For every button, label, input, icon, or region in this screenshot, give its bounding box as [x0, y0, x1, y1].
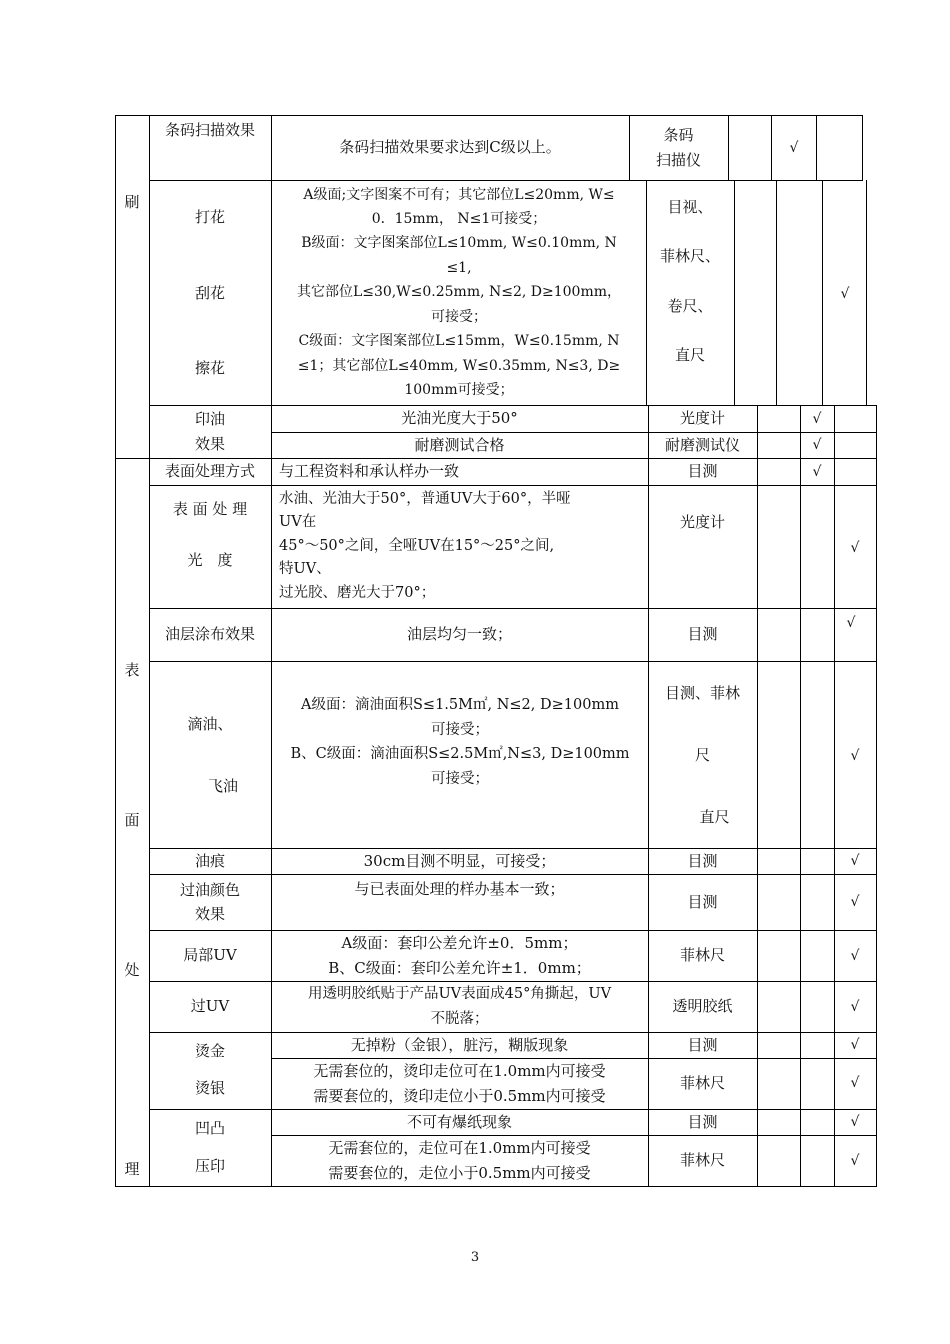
- standard-line: 无需套位的，走位可在1.0mm内可接受: [328, 1139, 591, 1157]
- standard-text: 条码扫描效果要求达到C级以上。: [339, 138, 561, 157]
- section-char: 刷: [124, 192, 140, 211]
- tool-ink-wear: [648, 432, 757, 458]
- tool-ink-gloss: [648, 405, 757, 432]
- item-label: 打花: [194, 207, 225, 226]
- check-mark: √: [850, 748, 860, 764]
- standard-partial-uv: [271, 930, 648, 981]
- tool-emboss-1: [648, 1109, 757, 1135]
- item-drip-1: [149, 712, 271, 736]
- item-label: 飞油: [207, 776, 238, 795]
- item-gloss-2: [149, 548, 271, 572]
- tool-drip-2: [648, 743, 757, 767]
- check-mark: √: [850, 894, 860, 910]
- check-mark: √: [846, 615, 856, 631]
- section-label-print: [115, 190, 149, 214]
- item-label: 油痕: [194, 851, 225, 870]
- check-mark: √: [850, 1114, 860, 1130]
- tool-text: 菲林尺: [679, 1074, 725, 1093]
- tool-oil-color: [648, 874, 757, 930]
- item-label: 效果: [194, 905, 225, 923]
- standard-line: 100mm可接受；: [404, 381, 514, 398]
- item-label: 烫银: [194, 1078, 225, 1097]
- item-method: [149, 458, 271, 485]
- standard-defects: [272, 181, 646, 404]
- tool-emboss-2: [648, 1135, 757, 1186]
- item-label: 滴油、: [187, 714, 233, 733]
- item-emboss-1: [149, 1116, 271, 1140]
- standard-text: 无掉粉（金银），脏污，糊版现象: [350, 1035, 569, 1054]
- item-label: 表 面 处 理: [172, 499, 248, 518]
- tool-uv: [648, 981, 757, 1032]
- standard-line: ≤1；其它部位L≤40mm, W≤0.35mm, N≤3, D≥: [297, 357, 621, 374]
- standard-stamping-2: [271, 1058, 648, 1109]
- standard-line: 水油、光油大于50°，普通UV大于60°，半哑: [279, 490, 571, 507]
- tool-drip-3: [660, 805, 769, 829]
- tool-defects-4: [646, 343, 734, 367]
- standard-drip: [272, 692, 648, 792]
- tool-text: 菲林尺: [679, 1151, 725, 1170]
- standard-line: B级面：文字图案部位L≤10mm, W≤0.10mm, N: [301, 235, 617, 252]
- item-label: 凹凸: [194, 1118, 225, 1137]
- check-mark: √: [812, 411, 822, 427]
- standard-line: A级面：套印公差允许±0．5mm；: [341, 934, 578, 952]
- standard-line: A级面;文字图案不可有；其它部位L≤20mm, W≤: [303, 186, 615, 203]
- tool-text: 扫描仪: [655, 150, 701, 169]
- standard-method: [275, 458, 648, 485]
- tool-barcode: [629, 115, 728, 180]
- standard-text: 耐磨测试合格: [414, 435, 505, 454]
- item-defect-2: [149, 281, 271, 305]
- item-label: 过油颜色: [179, 880, 240, 899]
- section-label-surface-4: [115, 1157, 149, 1181]
- standard-text: 不可有爆纸现象: [406, 1112, 512, 1131]
- tool-method: [648, 458, 757, 485]
- item-defect-1: [149, 205, 271, 229]
- item-label: 擦花: [194, 358, 225, 377]
- standard-ink-wear: [271, 432, 648, 458]
- standard-emboss-2: [271, 1135, 648, 1186]
- section-label-surface-2: [115, 808, 149, 832]
- tool-text: 目测: [687, 851, 718, 870]
- tool-text: 光度计: [679, 512, 725, 531]
- tool-text: 光度计: [679, 409, 725, 428]
- tool-coating: [648, 608, 757, 661]
- tool-defects-2: [646, 244, 734, 268]
- item-label: 刮花: [194, 283, 225, 302]
- standard-gloss: [275, 486, 648, 607]
- tool-text: 耐磨测试仪: [664, 435, 740, 454]
- section-char: 理: [124, 1159, 140, 1178]
- standard-line: B、C级面：滴油面积S≤2.5M㎡,N≤3, D≥100mm: [290, 746, 630, 762]
- standard-line: 用透明胶纸贴于产品UV表面成45°角撕起，UV: [307, 986, 612, 1002]
- check-mark: √: [850, 1037, 860, 1053]
- tool-text: 目测: [687, 1035, 718, 1054]
- standard-oil-color: [271, 876, 648, 902]
- item-barcode: [149, 115, 271, 145]
- standard-line: 不脱落；: [430, 1010, 489, 1027]
- item-ink: [149, 405, 271, 458]
- check-mark: √: [840, 286, 850, 302]
- tool-partial-uv: [648, 930, 757, 981]
- item-label: 效果: [194, 434, 225, 453]
- section-label-surface-3: [115, 958, 149, 982]
- standard-text: 与工程资料和承认样办一致: [279, 462, 460, 481]
- standard-uv: [271, 981, 648, 1032]
- standard-text: 油层均匀一致；: [406, 625, 512, 644]
- standard-line: C级面：文字图案部位L≤15mm，W≤0.15mm, N: [298, 333, 620, 350]
- item-label: 烫金: [194, 1041, 225, 1060]
- item-stamping-2: [149, 1076, 271, 1100]
- check-mark: √: [850, 1153, 860, 1169]
- tool-text: 条码: [663, 126, 694, 144]
- standard-line: A级面：滴油面积S≤1.5M㎡, N≤2, D≥100mm: [301, 697, 619, 713]
- item-label: 局部UV: [183, 946, 237, 965]
- tool-stamping-2: [648, 1058, 757, 1109]
- check-mark: √: [850, 853, 860, 869]
- standard-line: 需要套位的，烫印走位小于0.5mm内可接受: [313, 1086, 606, 1105]
- standard-ink-gloss: [271, 405, 648, 432]
- tool-text: 菲林尺、: [659, 246, 720, 265]
- standard-stamping-1: [271, 1032, 648, 1058]
- tool-text: 目视、: [667, 197, 713, 216]
- tool-gloss: [648, 510, 757, 534]
- tool-text: 目测、菲林: [664, 683, 740, 702]
- tool-drip-1: [648, 681, 757, 705]
- tool-text: 直尺: [699, 807, 730, 826]
- tool-text: 菲林尺: [679, 946, 725, 965]
- standard-line: 可接受；: [431, 770, 489, 787]
- tool-text: 目测: [687, 1112, 718, 1131]
- item-label: 压印: [194, 1156, 225, 1175]
- item-label: 表面处理方式: [164, 462, 255, 481]
- standard-line: 0．15mm， N≤1可接受；: [371, 211, 547, 228]
- tool-defects-1: [646, 195, 734, 219]
- standard-text: 30cm目测不明显，可接受；: [363, 851, 556, 870]
- section-char: 表: [124, 660, 140, 679]
- tool-trace: [648, 848, 757, 874]
- standard-line: 其它部位L≤30,W≤0.25mm, N≤2, D≥100mm，: [296, 284, 622, 301]
- standard-line: 可接受；: [431, 721, 489, 738]
- standard-line: 需要套位的，走位小于0.5mm内可接受: [328, 1163, 591, 1182]
- item-label: 条码扫描效果: [164, 120, 255, 139]
- check-mark: √: [789, 140, 799, 156]
- tool-text: 直尺: [674, 345, 705, 364]
- section-char: 处: [124, 960, 140, 979]
- standard-line: 可接受；: [431, 308, 487, 325]
- item-emboss-2: [149, 1154, 271, 1178]
- check-mark: √: [812, 464, 822, 480]
- standard-coating: [271, 608, 648, 661]
- tool-text: 目测: [687, 625, 718, 644]
- tool-text: 卷尺、: [667, 296, 713, 315]
- tool-stamping-1: [648, 1032, 757, 1058]
- item-label: 印油: [194, 410, 225, 428]
- item-label: 油层涂布效果: [164, 625, 255, 644]
- standard-trace: [271, 848, 648, 874]
- tool-text: 尺: [694, 745, 710, 764]
- page-number: 3: [470, 1250, 480, 1265]
- standard-line: 过光胶、磨光大于70°；: [279, 584, 436, 601]
- standard-text: 与已表面处理的样办基本一致；: [354, 879, 565, 898]
- standard-line: B、C级面：套印公差允许±1．0mm；: [328, 958, 591, 977]
- item-partial-uv: [149, 930, 271, 981]
- item-drip-2: [162, 774, 284, 798]
- check-mark: √: [850, 999, 860, 1015]
- standard-line: 无需套位的，烫印走位可在1.0mm内可接受: [313, 1062, 606, 1080]
- check-mark: √: [850, 948, 860, 964]
- tool-text: 目测: [687, 462, 718, 481]
- tool-defects-3: [646, 294, 734, 318]
- standard-line: UV在: [279, 514, 317, 531]
- item-stamping-1: [149, 1039, 271, 1063]
- standard-line: 45°～50°之间，全哑UV在15°～25°之间,: [279, 537, 555, 554]
- standard-text: 光油光度大于50°: [401, 409, 518, 428]
- item-coating: [149, 608, 271, 661]
- tool-text: 目测: [687, 892, 718, 911]
- standard-emboss-1: [271, 1109, 648, 1135]
- standard-line: ≤1,: [446, 259, 472, 276]
- check-mark: √: [812, 437, 822, 453]
- item-oil-color: [149, 874, 271, 930]
- item-label: 过UV: [190, 997, 230, 1016]
- section-char: 面: [124, 810, 140, 829]
- item-uv: [149, 981, 271, 1032]
- standard-line: 特UV、: [279, 561, 331, 578]
- check-mark: √: [850, 540, 860, 556]
- check-mark: √: [850, 1075, 860, 1091]
- item-trace: [149, 848, 271, 874]
- tool-text: 透明胶纸: [672, 997, 733, 1016]
- item-gloss-1: [149, 497, 271, 521]
- item-defect-3: [149, 356, 271, 380]
- section-label-surface-1: [115, 658, 149, 682]
- standard-barcode: [271, 115, 629, 180]
- item-label: 光 度: [187, 550, 233, 569]
